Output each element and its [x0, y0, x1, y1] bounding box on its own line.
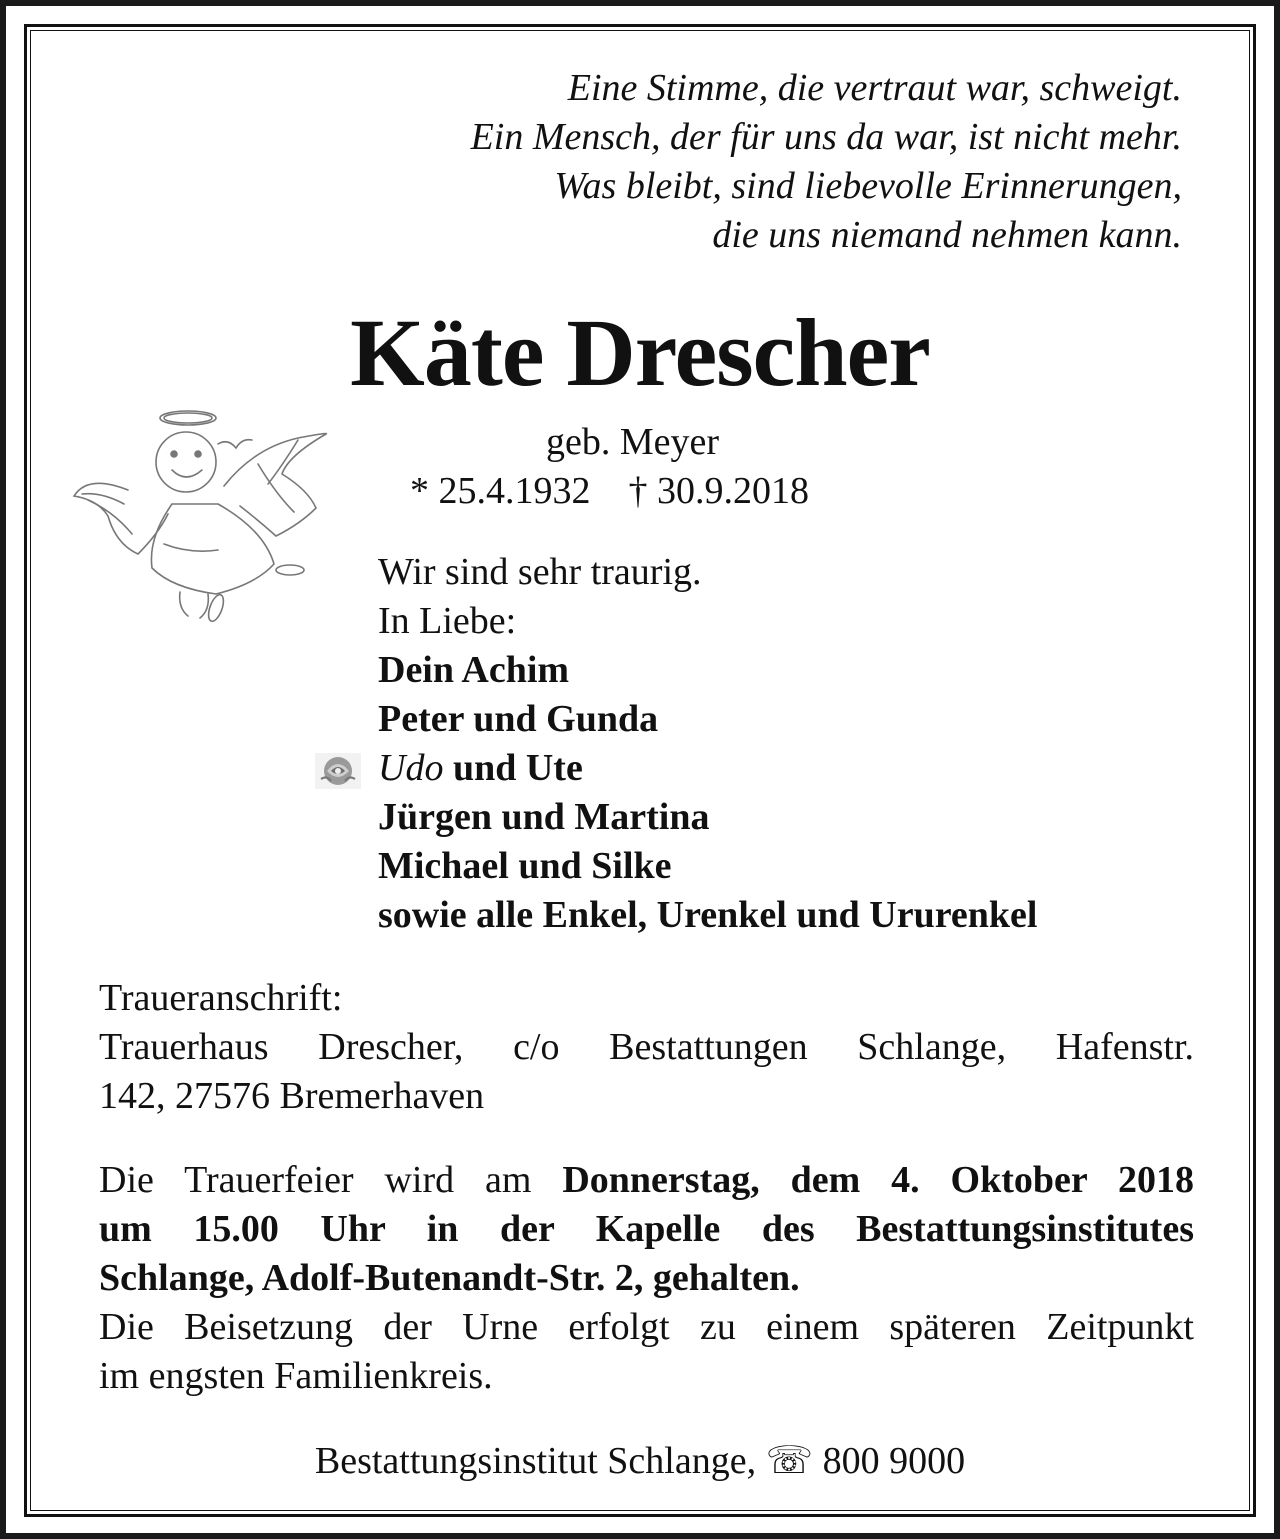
maiden-name: geb. Meyer — [546, 421, 720, 463]
ceremony-line: Die Beisetzung der Urne erfolgt zu einem späteren Zeitpunkt — [99, 1306, 1194, 1348]
ceremony-info — [99, 1156, 1194, 1401]
ceremony-line — [99, 1156, 1194, 1205]
mourner-rest: und Ute — [443, 747, 583, 789]
address-label: Traueranschrift: — [99, 977, 343, 1019]
mourners-intro: Wir sind sehr traurig. — [378, 551, 702, 593]
phone-number: 800 9000 — [813, 1440, 966, 1482]
poem-line: Ein Mensch, der für uns da war, ist nicht mehr. — [470, 116, 1182, 158]
obituary-page — [6, 6, 1274, 1533]
mourners-list — [378, 548, 1037, 940]
mourner-line: Peter und Gunda — [378, 698, 659, 740]
angel-drawing-icon — [68, 404, 338, 634]
mourner-line — [378, 744, 1037, 793]
poem-line: Was bleibt, sind liebevolle Erinnerungen, — [554, 165, 1182, 207]
ceremony-text: Die Trauerfeier wird am — [99, 1159, 563, 1201]
death-date: † 30.9.2018 — [628, 470, 809, 512]
poem-line: Eine Stimme, die vertraut war, schweigt. — [567, 67, 1182, 109]
life-dates — [410, 468, 809, 514]
mourning-address — [99, 974, 1194, 1121]
ceremony-date: Donnerstag, dem 4. Oktober 2018 — [562, 1159, 1194, 1201]
mourner-line: Jürgen und Martina — [378, 796, 710, 838]
address-line: Trauerhaus Drescher, c/o Bestattungen Schlange, Hafenstr. — [99, 1026, 1194, 1068]
phone-icon: ☏ — [765, 1440, 814, 1482]
ceremony-line: Schlange, Adolf-Butenandt-Str. 2, gehalten. — [99, 1257, 800, 1299]
rose-icon — [313, 751, 363, 791]
deceased-name: Käte Drescher — [350, 299, 930, 406]
mourner-line: Dein Achim — [378, 649, 570, 691]
poem-line: die uns niemand nehmen kann. — [712, 214, 1182, 256]
ceremony-line: im engsten Familienkreis. — [99, 1355, 493, 1397]
mourner-italic-name: Udo — [378, 747, 444, 789]
birth-date: * 25.4.1932 — [410, 470, 591, 512]
mourner-line: sowie alle Enkel, Urenkel und Ururenkel — [378, 894, 1038, 936]
poem — [471, 64, 1182, 260]
funeral-home-name: Bestattungsinstitut Schlange, — [314, 1440, 766, 1482]
mourners-love: In Liebe: — [378, 600, 517, 642]
funeral-home-footer — [6, 1438, 1274, 1484]
address-line: 142, 27576 Bremerhaven — [99, 1075, 485, 1117]
mourner-line: Michael und Silke — [378, 845, 672, 887]
ceremony-line: um 15.00 Uhr in der Kapelle des Bestattungsinstitutes — [99, 1208, 1194, 1250]
